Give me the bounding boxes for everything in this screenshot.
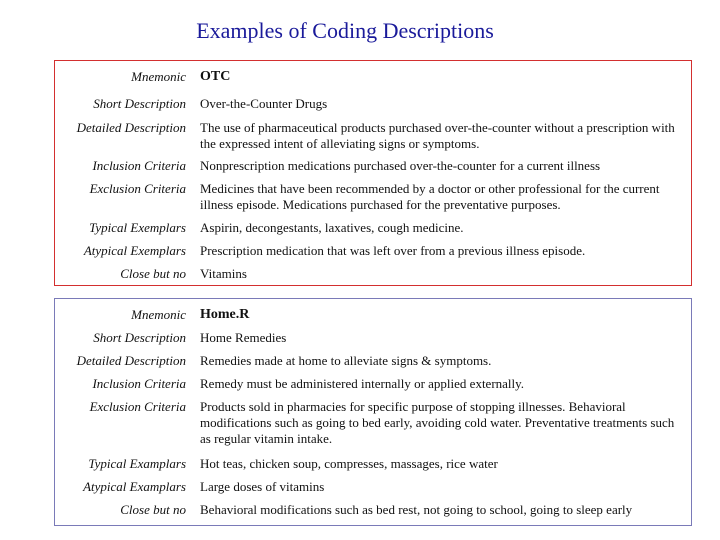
row-value: Remedies made at home to alleviate signs & symptoms. <box>200 353 492 368</box>
row-label: Inclusion Criteria <box>92 158 186 173</box>
row-value: The use of pharmaceutical products purchased over-the-counter without a prescription with the expressed intent of alleviating signs or symptoms. <box>200 120 675 151</box>
row-value: Prescription medication that was left over from a previous illness episode. <box>200 243 586 258</box>
row-label: Close but no <box>120 502 186 517</box>
row-label: Mnemonic <box>131 307 186 322</box>
row-label: Short Description <box>93 330 186 345</box>
row-value: OTC <box>200 69 231 84</box>
row-label: Exclusion Criteria <box>89 399 186 414</box>
row-label: Detailed Description <box>76 353 186 368</box>
code-box-home-r <box>54 298 692 526</box>
row-value: Large doses of vitamins <box>200 479 325 494</box>
row-value: Home Remedies <box>200 330 287 345</box>
row-label: Exclusion Criteria <box>89 181 186 196</box>
row-value: Nonprescription medications purchased over-the-counter for a current illness <box>200 158 601 173</box>
row-value: Behavioral modifications such as bed rest, not going to school, going to sleep early <box>200 502 633 517</box>
row-value: Vitamins <box>200 266 247 281</box>
page-title: Examples of Coding Descriptions <box>196 18 494 43</box>
row-label: Typical Examplars <box>88 456 186 471</box>
row-value: Aspirin, decongestants, laxatives, cough medicine. <box>200 220 464 235</box>
row-label: Atypical Examplars <box>83 479 186 494</box>
row-label: Atypical Exemplars <box>83 243 186 258</box>
row-value: Medicines that have been recommended by a doctor or other professional for the current illness episode. Medications purchased for the preventative purposes. <box>200 181 660 212</box>
row-value: Home.R <box>200 307 250 322</box>
row-value: Remedy must be administered internally or applied externally. <box>200 376 525 391</box>
row-label: Detailed Description <box>76 120 186 135</box>
row-label: Mnemonic <box>131 69 186 84</box>
row-value: Products sold in pharmacies for specific purpose of stopping illnesses. Behavioral modifications such as going to bed early, avoiding cold water. Preventative treatments such as regular vitamin intake. <box>200 399 675 446</box>
row-value: Hot teas, chicken soup, compresses, massages, rice water <box>200 456 498 471</box>
row-label: Inclusion Criteria <box>92 376 186 391</box>
code-box-otc <box>54 60 692 286</box>
row-label: Typical Exemplars <box>89 220 186 235</box>
row-label: Close but no <box>120 266 186 281</box>
row-label: Short Description <box>93 96 186 111</box>
row-value: Over-the-Counter Drugs <box>200 96 328 111</box>
